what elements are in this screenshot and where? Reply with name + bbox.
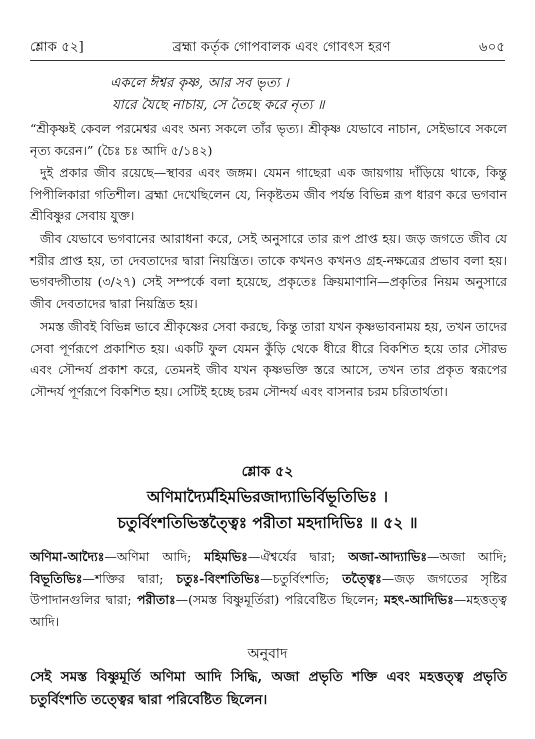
synonym-word: চতুঃ-বিংশতিভিঃ bbox=[176, 570, 261, 586]
sanskrit-verse bbox=[0, 484, 535, 536]
synonym-meaning: —শক্তির দ্বারা; bbox=[82, 570, 177, 586]
cc-verse bbox=[110, 72, 470, 116]
synonym-meaning: —অজা আদি; bbox=[427, 549, 507, 564]
header-chapter-title: ব্রহ্মা কর্তৃক গোপবালক এবং গোবৎস হরণ bbox=[172, 40, 391, 55]
synonym-word: পরীতাঃ bbox=[137, 592, 176, 607]
synonym-meaning: —অণিমা আদি; bbox=[104, 549, 205, 564]
running-header bbox=[30, 38, 505, 59]
page-number: ৬০৫ bbox=[479, 40, 505, 55]
purport-paragraph-3: জীব যেভাবে ভগবানের আরাধনা করে, সেই অনুসারে তার রূপ প্রাপ্ত হয়। জড় জগতে জীব যে শরীর প্রাপ্ত হয়, তা দেবতাদের দ্বারা নিয়ন্ত্রিত। তাকে কখনও কখনও গ্রহ-নক্ষত্রের প্রভাব বলা হয়। ভগবদ্গীতায় (৩/২৭) সেই সম্পর্কে বলা হয়েছে, প্রকৃতেঃ ক্রিয়মাণানি—প্রকৃতির নিয়ম অনুসারে জীব দেবতাদের দ্বারা নিয়ন্ত্রিত হয়। bbox=[30, 231, 507, 312]
synonym-word: অণিমা-আদ্যৈঃ bbox=[30, 549, 105, 564]
header-shloka-ref: শ্লোক ৫২] bbox=[30, 40, 84, 55]
synonym-word: মহিমভিঃ bbox=[204, 549, 248, 564]
purport-paragraph-1: “শ্রীকৃষ্ণই কেবল পরমেশ্বর এবং অন্য সকলে তাঁর ভৃত্য। শ্রীকৃষ্ণ যেভাবে নাচান, সেইভাবে সকলে নৃত্য করেন।” (চৈঃ চঃ আদি ৫/১৪২) bbox=[30, 121, 507, 158]
cc-verse-line-1: একলে ঈশ্বর কৃষ্ণ, আর সব ভৃত্য । bbox=[110, 75, 289, 91]
purport-paragraph-2: দুই প্রকার জীব রয়েছে—স্থাবর এবং জঙ্গম। যেমন গাছেরা এক জায়গায় দাঁড়িয়ে থাকে, কিন্তু পিপীলিকারা গতিশীল। ব্রহ্মা দেখেছিলেন যে, নিকৃষ্টতম জীব পর্যন্ত বিভিন্ন রূপ ধারণ করে ভগবান শ্রীবিষ্ণুর সেবায় যুক্ত। bbox=[30, 165, 507, 224]
sanskrit-line-2: চতুর্বিংশতিভিস্তত্ত্বৈঃ পরীতা মহদাদিভিঃ ॥ ৫২ ॥ bbox=[117, 513, 418, 532]
synonym-meaning: —মহত্তত্ত্ব আদি। bbox=[30, 592, 507, 629]
synonym-meaning: —জড় জগতের সৃষ্টির উপাদানগুলির দ্বারা; bbox=[30, 570, 508, 607]
header-rule bbox=[30, 60, 505, 61]
synonym-word: বিভূতিভিঃ bbox=[30, 570, 83, 586]
synonym-meaning: —ঐশ্বর্যের দ্বারা; bbox=[247, 549, 349, 564]
translation-text: সেই সমস্ত বিষ্ণুমূর্তি অণিমা আদি সিদ্ধি, অজা প্রভৃতি শক্তি এবং মহত্তত্ত্ব প্রভৃতি চতুর্বিংশতি তত্ত্বের দ্বারা পরিবেষ্টিত ছিলেন। bbox=[30, 669, 507, 708]
synonym-meaning: —চতুর্বিংশতি; bbox=[260, 570, 343, 586]
cc-verse-line-2: যারে যৈছে নাচায়, সে তৈছে করে নৃত্য ॥ bbox=[112, 97, 325, 113]
synonym-word: মহৎ-আদিভিঃ bbox=[384, 592, 454, 607]
sanskrit-line-1: অণিমাদ্যৈর্মহিমভিরজাদ্যাভির্বিভূতিভিঃ । bbox=[146, 487, 389, 506]
synonym-meaning: —(সমস্ত বিষ্ণুমূর্তিরা) পরিবেষ্টিত ছিলেন; bbox=[175, 592, 385, 607]
synonym-word: তত্ত্বৈঃ bbox=[342, 570, 382, 586]
synonym-word: অজা-আদ্যাভিঃ bbox=[348, 549, 427, 564]
word-for-word-synonyms bbox=[30, 546, 507, 632]
translation-heading: অনুবাদ bbox=[247, 646, 288, 662]
shloka-number-heading: শ্লোক ৫২ bbox=[241, 464, 294, 480]
purport-paragraph-4: সমস্ত জীবই বিভিন্ন ভাবে শ্রীকৃষ্ণের সেবা করছে, কিন্তু তারা যখন কৃষ্ণভাবনাময় হয়, তখন তাদের সেবা পূর্ণরূপে প্রকাশিত হয়। একটি ফুল যেমন কুঁড়ি থেকে ধীরে ধীরে বিকশিত হয়ে তার সৌরভ এবং সৌন্দর্য প্রকাশ করে, তেমনই জীব যখন কৃষ্ণভক্তি স্তরে আসে, তখন তার প্রকৃত স্বরূপের সৌন্দর্য পূর্ণরূপে বিকশিত হয়। সেটিই হচ্ছে চরম সৌন্দর্য এবং বাসনার চরম চরিতার্থতা। bbox=[30, 319, 507, 400]
